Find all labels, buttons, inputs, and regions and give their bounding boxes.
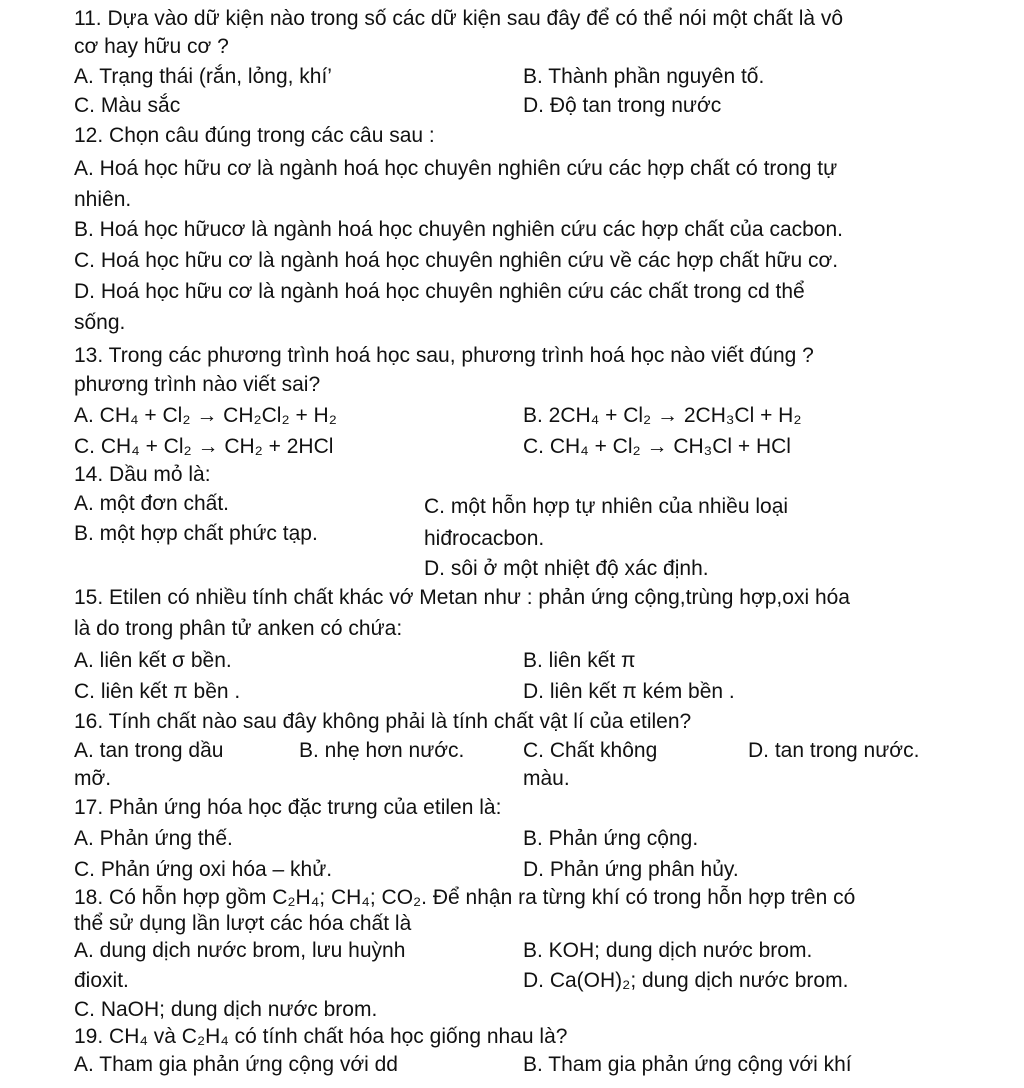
q11-option-a: A. Trạng thái (rắn, lỏng, khí’: [74, 65, 332, 88]
q11-option-b: B. Thành phần nguyên tố.: [523, 65, 765, 88]
q18-option-d: D. Ca(OH)₂; dung dịch nước brom.: [523, 969, 849, 992]
q16-option-d: D. tan trong nước.: [748, 739, 920, 762]
q13-option-c-second: C. CH₄ + Cl₂ → CH₃Cl + HCl: [523, 435, 791, 458]
q16-option-c-line2: màu.: [523, 767, 570, 790]
q17-option-d: D. Phản ứng phân hủy.: [523, 858, 739, 881]
q19-option-b: B. Tham gia phản ứng cộng với khí: [523, 1053, 852, 1076]
q16-option-c-line1: C. Chất không: [523, 739, 658, 762]
q16-stem: 16. Tính chất nào sau đây không phải là tính chất vật lí của etilen?: [74, 710, 692, 733]
q17-option-c: C. Phản ứng oxi hóa – khử.: [74, 858, 333, 881]
q11-option-d: D. Độ tan trong nước: [523, 94, 722, 117]
q12-option-d-line1: D. Hoá học hữu cơ là ngành hoá học chuyên nghiên cứu các chất trong cd thể: [74, 280, 805, 303]
q14-option-c-line2: hiđrocacbon.: [424, 527, 545, 550]
q16-option-b: B. nhẹ hơn nước.: [299, 739, 465, 762]
q17-stem: 17. Phản ứng hóa học đặc trưng của etilen là:: [74, 796, 502, 819]
q14-option-d: D. sôi ở một nhiệt độ xác định.: [424, 557, 709, 580]
q17-option-b: B. Phản ứng cộng.: [523, 827, 699, 850]
q15-stem-line1: 15. Etilen có nhiều tính chất khác vớ Metan như : phản ứng cộng,trùng hợp,oxi hóa: [74, 586, 850, 609]
q18-stem-line1: 18. Có hỗn hợp gồm C₂H₄; CH₄; CO₂. Để nhận ra từng khí có trong hỗn hợp trên có: [74, 886, 856, 909]
q15-stem-line2: là do trong phân tử anken có chứa:: [74, 617, 403, 640]
q12-option-b: B. Hoá học hữucơ là ngành hoá học chuyên nghiên cứu các hợp chất của cacbon.: [74, 218, 843, 241]
q15-option-b: B. liên kết π: [523, 649, 636, 672]
q12-option-a-line1: A. Hoá học hữu cơ là ngành hoá học chuyên nghiên cứu các hợp chất có trong tự: [74, 157, 838, 180]
q14-stem: 14. Dầu mỏ là:: [74, 463, 211, 486]
q11-stem-line2: cơ hay hữu cơ ?: [74, 35, 229, 58]
q12-option-d-line2: sống.: [74, 311, 126, 334]
q13-stem-line1: 13. Trong các phương trình hoá học sau, phương trình hoá học nào viết đúng ?: [74, 344, 814, 367]
q11-option-c: C. Màu sắc: [74, 94, 181, 117]
q11-stem-line1: 11. Dựa vào dữ kiện nào trong số các dữ kiện sau đây để có thể nói một chất là vô: [74, 7, 844, 30]
q17-option-a: A. Phản ứng thế.: [74, 827, 233, 850]
q15-option-a: A. liên kết σ bền.: [74, 649, 232, 672]
q13-option-a: A. CH₄ + Cl₂ → CH₂Cl₂ + H₂: [74, 404, 337, 427]
q19-stem: 19. CH₄ và C₂H₄ có tính chất hóa học giống nhau là?: [74, 1025, 568, 1048]
q14-option-b: B. một hợp chất phức tạp.: [74, 522, 318, 545]
q13-stem-line2: phương trình nào viết sai?: [74, 373, 321, 396]
q13-option-b: B. 2CH₄ + Cl₂ → 2CH₃Cl + H₂: [523, 404, 802, 427]
q16-option-a-line1: A. tan trong dầu: [74, 739, 224, 762]
q12-option-c: C. Hoá học hữu cơ là ngành hoá học chuyên nghiên cứu về các hợp chất hữu cơ.: [74, 249, 839, 272]
q18-stem-line2: thể sử dụng lần lượt các hóa chất là: [74, 912, 412, 935]
q13-option-c: C. CH₄ + Cl₂ → CH₂ + 2HCl: [74, 435, 334, 458]
q14-option-c-line1: C. một hỗn hợp tự nhiên của nhiều loại: [424, 495, 789, 518]
q18-option-a-line2: đioxit.: [74, 969, 129, 992]
q12-option-a-line2: nhiên.: [74, 188, 132, 211]
q18-option-a-line1: A. dung dịch nước brom, lưu huỳnh: [74, 939, 406, 962]
q19-option-a: A. Tham gia phản ứng cộng với dd: [74, 1053, 398, 1076]
q14-option-a: A. một đơn chất.: [74, 492, 230, 515]
q18-option-c: C. NaOH; dung dịch nước brom.: [74, 998, 378, 1021]
q12-stem: 12. Chọn câu đúng trong các câu sau :: [74, 124, 435, 147]
q16-option-a-line2: mỡ.: [74, 767, 112, 790]
q15-option-c: C. liên kết π bền .: [74, 680, 241, 703]
q15-option-d: D. liên kết π kém bền .: [523, 680, 735, 703]
q18-option-b: B. KOH; dung dịch nước brom.: [523, 939, 813, 962]
